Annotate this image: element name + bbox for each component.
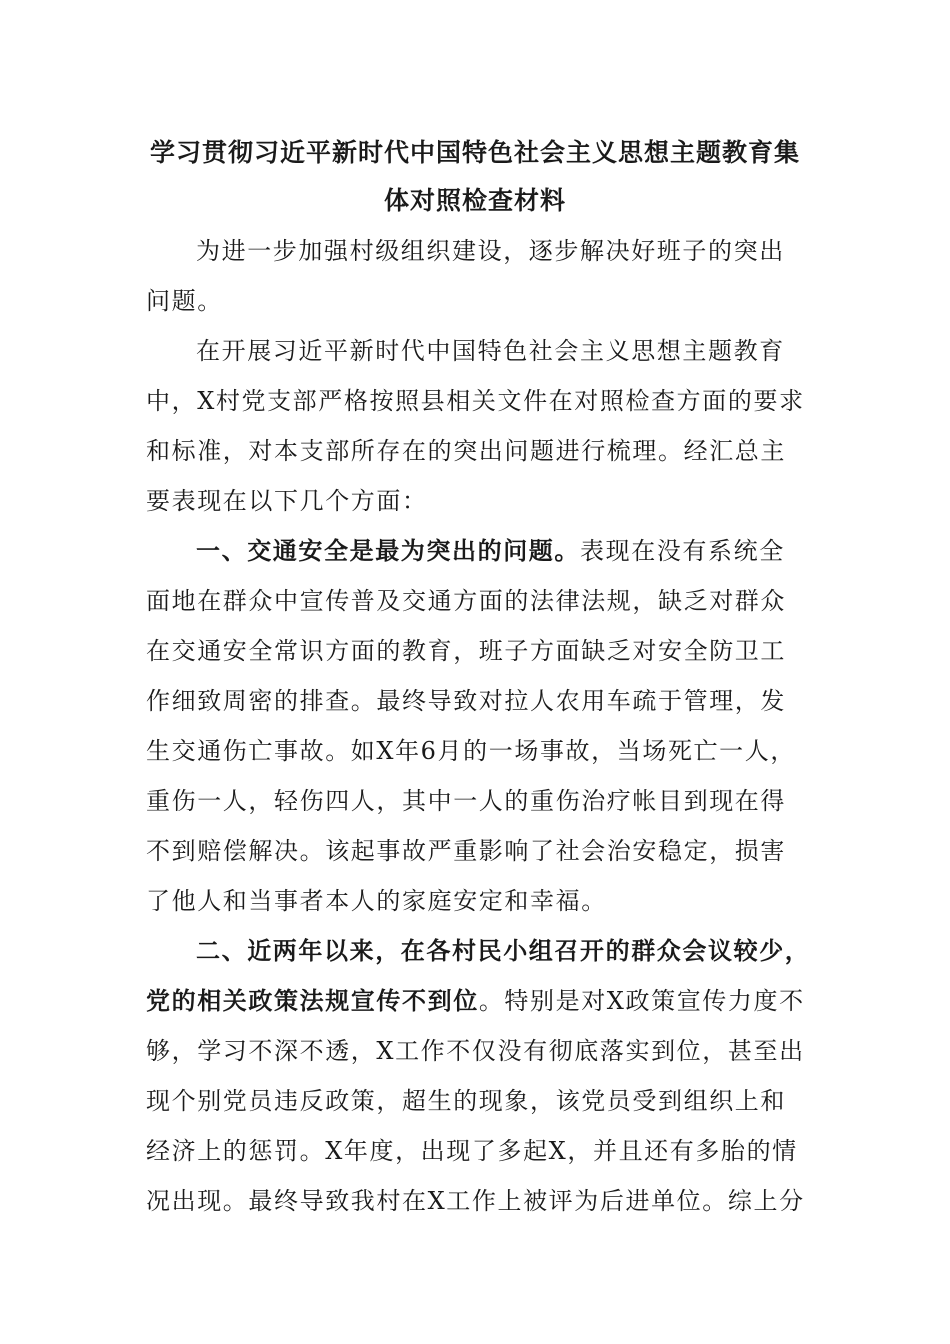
paragraph-3-line-8: 了他人和当事者本人的家庭安定和幸福。 (146, 887, 607, 915)
paragraph-3-line-1-text: 表现在没有系统全 (580, 537, 785, 565)
paragraph-4-line-2 (146, 976, 805, 1026)
paragraph-4-line-4: 现个别党员违反政策，超生的现象，该党员受到组织上和 (146, 1087, 786, 1115)
paragraph-2-line-2: 中，X村党支部严格按照县相关文件在对照检查方面的要求 (146, 387, 805, 415)
section-2-heading-line-2: 党的相关政策法规宣传不到位 (146, 986, 479, 1015)
document-title-line-1: 学习贯彻习近平新时代中国特色社会主义思想主题教育集 (149, 138, 800, 167)
paragraph-3-line-2: 面地在群众中宣传普及交通方面的法律法规，缺乏对群众 (146, 587, 786, 615)
paragraph-1-line-1: 为进一步加强村级组织建设，逐步解决好班子的突出 (196, 237, 785, 265)
paragraph-4-line-5: 经济上的惩罚。X年度，出现了多起X，并且还有多胎的情 (146, 1137, 798, 1165)
paragraph-2-line-1: 在开展习近平新时代中国特色社会主义思想主题教育 (196, 337, 785, 365)
paragraph-3-line-1 (196, 526, 785, 576)
paragraph-1-line-2: 问题。 (146, 287, 223, 315)
paragraph-2-line-4: 要表现在以下几个方面： (146, 487, 428, 515)
paragraph-4-line-6: 况出现。最终导致我村在X工作上被评为后进单位。综上分 (146, 1187, 805, 1215)
document-title-line-2: 体对照检查材料 (383, 186, 566, 215)
paragraph-3-line-6: 重伤一人，轻伤四人，其中一人的重伤治疗帐目到现在得 (146, 787, 786, 815)
section-1-heading: 一、交通安全是最为突出的问题。 (196, 536, 580, 565)
section-2-heading-line-1: 二、近两年以来，在各村民小组召开的群众会议较少， (196, 936, 811, 965)
paragraph-2-line-3: 和标准，对本支部所存在的突出问题进行梳理。经汇总主 (146, 437, 786, 465)
paragraph-3-line-4: 作细致周密的排查。最终导致对拉人农用车疏于管理，发 (146, 687, 786, 715)
paragraph-3-line-3: 在交通安全常识方面的教育，班子方面缺乏对安全防卫工 (146, 637, 786, 665)
paragraph-4-line-3: 够，学习不深不透，X工作不仅没有彻底落实到位，甚至出 (146, 1037, 805, 1065)
paragraph-4-line-2-text: 。特别是对X政策宣传力度不 (478, 987, 805, 1015)
paragraph-3-line-5: 生交通伤亡事故。如X年6月的一场事故，当场死亡一人， (146, 737, 796, 765)
paragraph-3-line-7: 不到赔偿解决。该起事故严重影响了社会治安稳定，损害 (146, 837, 786, 865)
